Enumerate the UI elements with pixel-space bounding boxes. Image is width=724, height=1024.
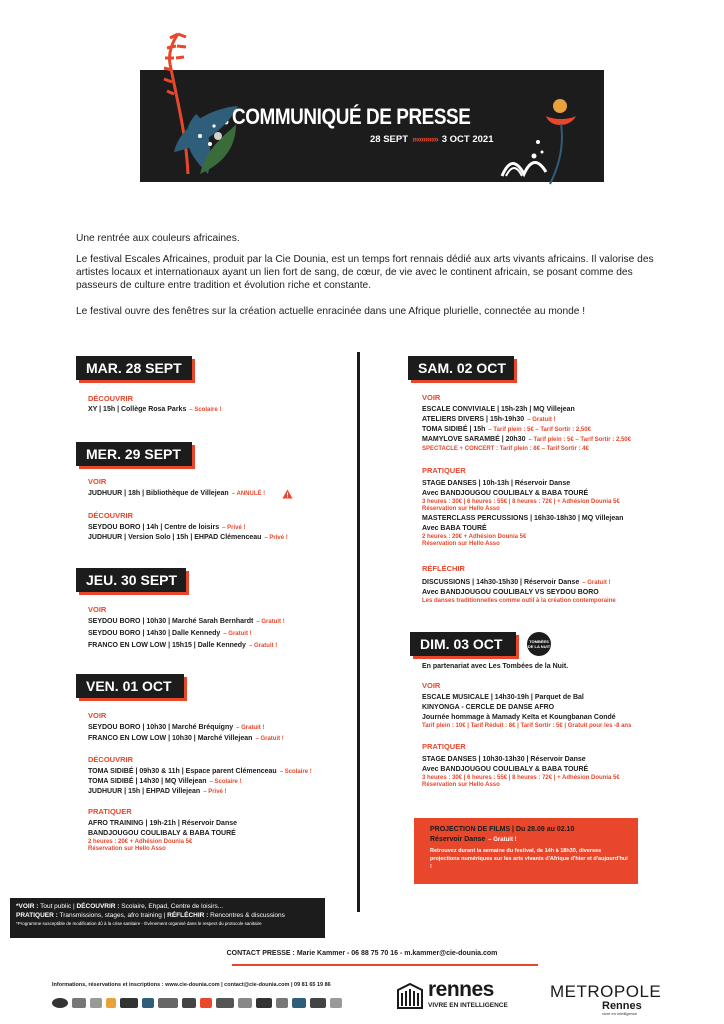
event-item: AFRO TRAINING | 19h-21h | Réservoir Danse xyxy=(88,820,238,827)
event-detail: Les danses traditionnelles comme outil à la création contemporaine xyxy=(422,598,616,604)
day-header-fri-01: VEN. 01 OCT xyxy=(76,674,184,698)
day-header-sat-02: SAM. 02 OCT xyxy=(408,356,514,380)
partner-logo xyxy=(310,998,326,1008)
event-item: FRANCO EN LOW LOW | 15h15 | Dalle Kennedy – Gratuit ! xyxy=(88,642,278,649)
day-header-tue-28: MAR. 28 SEPT xyxy=(76,356,192,380)
partner-logo xyxy=(256,998,272,1008)
category-reflechir: RÉFLÉCHIR xyxy=(422,564,465,573)
rennes-emblem-icon xyxy=(396,982,424,1010)
category-pratiquer: PRATIQUER xyxy=(88,807,132,816)
partner-logo xyxy=(52,998,68,1008)
event-item: Avec BANDJOUGOU COULIBALY & BABA TOURÉ xyxy=(422,490,589,497)
event-detail: SPECTACLE + CONCERT : Tarif plein : 8€ – Tarif Sortir : 4€ xyxy=(422,446,589,452)
leaf-shape-left xyxy=(170,96,240,156)
day-header-sun-03: DIM. 03 OCT xyxy=(410,632,516,656)
day-header-thu-30: JEU. 30 SEPT xyxy=(76,568,186,592)
rennes-logo xyxy=(396,980,520,1014)
event-item: MASTERCLASS PERCUSSIONS | 16h30-18h30 | MQ Villejean xyxy=(422,515,624,522)
category-voir: VOIR xyxy=(88,605,107,614)
event-item: ESCALE CONVIVIALE | 15h-23h | MQ Villejean xyxy=(422,406,575,413)
event-detail: Réservation sur Hello Asso xyxy=(88,846,166,852)
category-decouvrir: DÉCOUVRIR xyxy=(88,394,134,403)
legend-line-2: PRATIQUER : Transmissions, stages, afro training | RÉFLÉCHIR : Rencontres & discussions xyxy=(16,912,285,919)
arrows-icon: »»»»»» xyxy=(412,134,438,145)
event-item: TOMA SIDIBÉ | 09h30 & 11h | Espace parent Clémenceau – Scolaire ! xyxy=(88,768,312,775)
partner-logo xyxy=(90,998,102,1008)
event-item: SEYDOU BORO | 14h | Centre de loisirs – Privé ! xyxy=(88,524,246,531)
event-item: KINYONGA - CERCLE DE DANSE AFRO xyxy=(422,704,555,711)
event-item: Avec BANDJOUGOU COULIBALY VS SEYDOU BORO xyxy=(422,589,599,596)
partner-logo xyxy=(106,998,116,1008)
category-voir: VOIR xyxy=(422,681,441,690)
warning-icon xyxy=(282,489,293,499)
event-item: MAMYLOVE SARAMBÉ | 20h30 – Tarif plein : 5€ – Tarif Sortir : 2,50€ xyxy=(422,436,631,443)
event-item: JUDHUUR | 18h | Bibliothèque de Villejean – ANNULÉ ! xyxy=(88,490,266,497)
intro-line: Une rentrée aux couleurs africaines. xyxy=(76,233,240,244)
rennes-wordmark: rennes xyxy=(428,978,494,1001)
day-header-wed-29: MER. 29 SEPT xyxy=(76,442,192,466)
category-voir: VOIR xyxy=(422,393,441,402)
intro-paragraph: Le festival Escales Africaines, produit par la Cie Dounia, est un temps fort rennais dédié aux arts vivants africains. Il valorise des artistes locaux et internationaux ayant un lien fort de sang, de cœur, de vie avec le continent africain, se posant comme des passeurs de culture entre tradition et évolution riche et constante. xyxy=(76,254,654,291)
partner-logo xyxy=(276,998,288,1008)
partner-logo xyxy=(158,998,178,1008)
event-detail: 3 heures : 30€ | 6 heures : 55€ | 8 heures : 72€ | + Adhésion Dounia 5€ xyxy=(422,499,620,505)
column-divider xyxy=(357,352,360,912)
event-item: TOMA SIDIBÉ | 14h30 | MQ Villejean – Scolaire ! xyxy=(88,778,242,785)
metropole-logo xyxy=(550,982,680,1016)
event-item: SEYDOU BORO | 10h30 | Marché Bréquigny – Gratuit ! xyxy=(88,724,265,731)
event-item: STAGE DANSES | 10h-13h | Réservoir Danse xyxy=(422,480,571,487)
event-item: BANDJOUGOU COULIBALY & BABA TOURÉ xyxy=(88,830,236,837)
date-end: 3 OCT 2021 xyxy=(441,134,494,145)
event-item: DISCUSSIONS | 14h30-15h30 | Réservoir Danse – Gratuit ! xyxy=(422,579,611,586)
category-decouvrir: DÉCOUVRIR xyxy=(88,755,134,764)
partner-logo xyxy=(238,998,252,1008)
event-item: SEYDOU BORO | 14h30 | Dalle Kennedy – Gratuit ! xyxy=(88,630,252,637)
event-detail: Réservation sur Hello Asso xyxy=(422,506,500,512)
event-item: STAGE DANSES | 10h30-13h30 | Réservoir Danse xyxy=(422,756,586,763)
event-item: ESCALE MUSICALE | 14h30-19h | Parquet de Bal xyxy=(422,694,584,701)
event-detail: Réservation sur Hello Asso xyxy=(422,541,500,547)
partner-logo xyxy=(200,998,212,1008)
projection-venue: Réservoir Danse – Gratuit ! xyxy=(430,836,517,843)
category-decouvrir: DÉCOUVRIR xyxy=(88,511,134,520)
partner-note: En partenariat avec Les Tombées de la Nuit. xyxy=(422,663,569,670)
partner-logo xyxy=(72,998,86,1008)
intro-closing: Le festival ouvre des fenêtres sur la création actuelle enracinée dans une Afrique plurielle, connectée au monde ! xyxy=(76,306,586,317)
event-item: Avec BANDJOUGOU COULIBALY & BABA TOURÉ xyxy=(422,766,589,773)
date-start: 28 SEPT xyxy=(370,134,409,145)
event-item: FRANCO EN LOW LOW | 10h30 | Marché Villejean – Gratuit ! xyxy=(88,735,284,742)
page-title: COMMUNIQUÉ DE PRESSE xyxy=(232,104,471,129)
metropole-wordmark: METROPOLE xyxy=(550,982,662,1001)
event-item: XY | 15h | Collège Rosa Parks – Scolaire ! xyxy=(88,406,222,413)
event-item: TOMA SIDIBÉ | 15h – Tarif plein : 5€ – Tarif Sortir : 2,50€ xyxy=(422,426,591,433)
event-item: JUDHUUR | Version Solo | 15h | EHPAD Clémenceau – Privé ! xyxy=(88,534,288,541)
partner-logo xyxy=(292,998,306,1008)
legend-line-1: *VOIR : Tout public | DÉCOUVRIR : Scolaire, Ehpad, Centre de loisirs... xyxy=(16,903,224,910)
category-pratiquer: PRATIQUER xyxy=(422,466,466,475)
category-pratiquer: PRATIQUER xyxy=(422,742,466,751)
partner-badge: TOMBÉES DE LA NUIT xyxy=(527,632,551,656)
partner-logo xyxy=(216,998,234,1008)
rennes-tagline: VIVRE EN INTELLIGENCE xyxy=(428,1002,508,1009)
partner-logo xyxy=(120,998,138,1008)
event-detail: Réservation sur Hello Asso xyxy=(422,782,500,788)
partner-logo xyxy=(142,998,154,1008)
partner-logo xyxy=(330,998,342,1008)
partner-logos xyxy=(52,996,372,1010)
event-item: ATELIERS DIVERS | 15h-19h30 – Gratuit ! xyxy=(422,416,556,423)
festival-dates xyxy=(370,134,493,145)
event-item: Avec BABA TOURÉ xyxy=(422,525,487,532)
press-contact: CONTACT PRESSE : Marie Kammer - 06 88 75 70 16 - m.kammer@cie-dounia.com xyxy=(226,950,498,957)
legend-box xyxy=(10,898,325,938)
category-voir: VOIR xyxy=(88,711,107,720)
event-detail: Tarif plein : 10€ | Tarif Réduit : 8€ | Tarif Sortir : 5€ | Gratuit pour les -8 ans xyxy=(422,723,632,729)
metropole-tagline: vivre en intelligence xyxy=(602,1011,638,1016)
projection-description: Retrouvez durant la semaine du festival, de 14h à 18h30, diverses projections numériques sur les arts vivants d'Afrique d'hier et d'aujourd'hui ! xyxy=(430,848,628,870)
metropole-city: Rennes xyxy=(602,1000,642,1012)
event-item: Journée hommage à Mamady Keïta et Koungbanan Condé xyxy=(422,714,616,721)
partner-logo xyxy=(182,998,196,1008)
event-detail: 3 heures : 30€ | 6 heures : 55€ | 8 heures : 72€ | + Adhésion Dounia 5€ xyxy=(422,775,620,781)
category-voir: VOIR xyxy=(88,477,107,486)
projection-title: PROJECTION DE FILMS | Du 28.09 au 02.10 xyxy=(430,826,575,833)
stripes-decoration xyxy=(500,148,548,178)
event-item: SEYDOU BORO | 10h30 | Marché Sarah Bernhardt – Gratuit ! xyxy=(88,618,285,625)
event-detail: 2 heures : 20€ + Adhésion Dounia 5€ xyxy=(422,534,527,540)
event-detail: 2 heures : 20€ + Adhésion Dounia 5€ xyxy=(88,839,193,845)
event-item: JUDHUUR | 15h | EHPAD Villejean – Privé ! xyxy=(88,788,227,795)
info-line: Informations, réservations et inscriptions : www.cie-dounia.com | contact@cie-dounia.com | 09 81 65 19 86 xyxy=(52,982,331,988)
legend-note: *Programme susceptible de modification dû à la crise sanitaire - Évènement organisé dans le respect du protocole sanitaire xyxy=(16,921,262,926)
footer-divider xyxy=(232,964,538,966)
projection-box xyxy=(414,818,638,884)
